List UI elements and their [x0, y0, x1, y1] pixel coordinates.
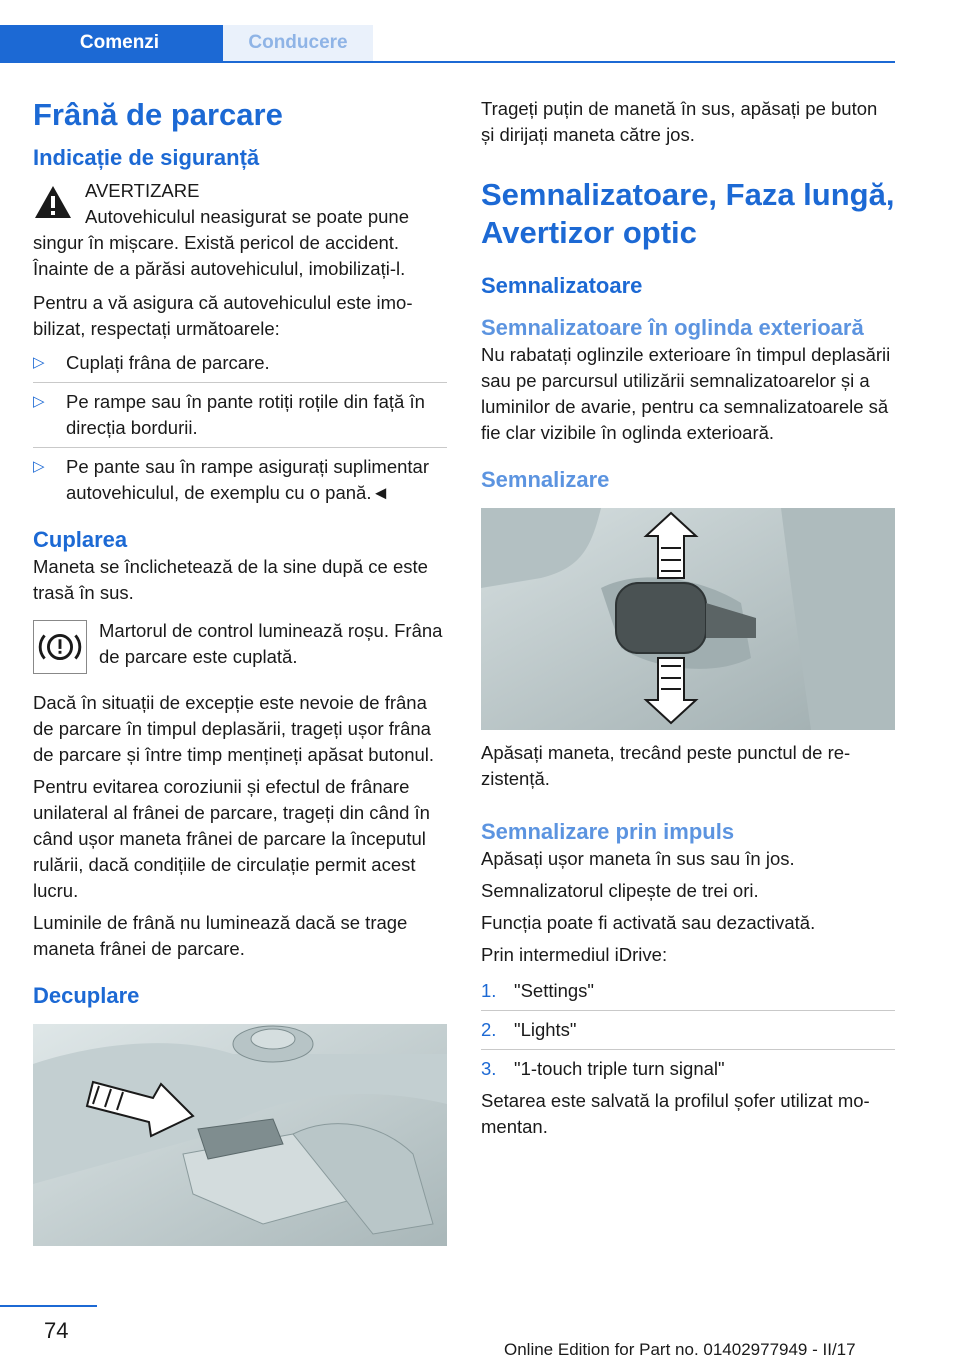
- closing-text: Setarea este salvată la profilul șofer utilizat momentan.: [481, 1090, 870, 1137]
- warning-text: Autovehiculul neasigurat se poate pune singur în mișcare. Există pericol de accident. Înainte de a părăsi autovehiculul, imobilizați-l.: [33, 206, 409, 279]
- idrive-steps: [481, 978, 895, 1082]
- list-item: [33, 350, 447, 376]
- impulse-text: Apăsați ușor maneta în sus sau în jos.: [481, 848, 795, 869]
- turn-signal-stalk-illustration: [481, 508, 895, 730]
- bullet-triangle-icon: ▷: [33, 393, 45, 410]
- mirror-signals-heading: Semnalizatoare în oglinda exterioară: [481, 315, 864, 340]
- list-item: [481, 1017, 895, 1043]
- bullet-triangle-icon: ▷: [33, 458, 45, 475]
- list-item: [33, 454, 447, 506]
- impulse-text: Funcția poate fi activată sau dezactivată.: [481, 912, 816, 933]
- list-divider: [33, 447, 447, 448]
- step-number: 3.: [481, 1058, 497, 1079]
- section-title-turn-signals: Semnalizatoare, Faza lungă, Avertizor optic: [481, 177, 895, 250]
- step-text: "Settings": [514, 980, 594, 1001]
- impulse-heading: Semnalizare prin impuls: [481, 819, 735, 844]
- indicator-lamp-block: [33, 618, 447, 678]
- list-divider: [33, 382, 447, 383]
- mirror-text: Nu rabatați oglinzile exterioare în timpul deplasării sau pe parcursul utilizării semnalizatoarelor și a luminilor de avarie, pentru ca semnalizatoarele să fie clar vizibile în oglinda exterioară.: [481, 344, 891, 443]
- step-text: "1-touch triple turn signal": [514, 1058, 725, 1079]
- edition-note: Online Edition for Part no. 01402977949 - II/17: [504, 1340, 856, 1359]
- step-text: "Lights": [514, 1019, 577, 1040]
- page-number: 74: [44, 1318, 69, 1343]
- safety-heading: Indicație de siguranță: [33, 145, 260, 170]
- engage-text: Maneta se înclichetează de la sine după ce este trasă în sus.: [33, 556, 428, 603]
- list-item-text: Pe pante sau în rampe asigurați suplimentar autovehiculul, de exemplu cu o pană.◄: [66, 456, 430, 503]
- list-item-text: Cuplați frâna de parcare.: [66, 352, 270, 373]
- signal-text: Apăsați maneta, trecând peste punctul de rezistență.: [481, 742, 851, 789]
- footer-rule: [0, 1305, 97, 1307]
- parking-brake-illustration: [33, 1024, 447, 1246]
- list-item: [481, 1056, 895, 1082]
- release-heading: Decuplare: [33, 983, 140, 1008]
- paragraph: Luminile de frână nu luminează dacă se trage maneta frânei de parcare.: [33, 912, 408, 959]
- list-divider: [481, 1049, 895, 1050]
- tab-comenzi[interactable]: Comenzi: [0, 25, 223, 61]
- warning-label: AVERTIZARE: [85, 180, 200, 201]
- right-column: [481, 96, 895, 1140]
- warning-triangle-icon: [33, 184, 73, 220]
- list-item-text: Pe rampe sau în pante rotiți roțile din față în direcția bordurii.: [66, 391, 425, 438]
- left-column: [33, 96, 447, 1246]
- list-item: [33, 389, 447, 441]
- tab-conducere[interactable]: Conducere: [223, 25, 373, 61]
- signal-heading: Semnalizare: [481, 467, 610, 492]
- list-divider: [481, 1010, 895, 1011]
- bullet-triangle-icon: ▷: [33, 354, 45, 371]
- engage-heading: Cuplarea: [33, 527, 128, 552]
- impulse-text: Semnalizatorul clipește de trei ori.: [481, 880, 759, 901]
- turn-signals-heading: Semnalizatoare: [481, 273, 643, 298]
- paragraph: Pentru evitarea coroziunii și efectul de frânare unilateral al frânei de parcare, trageți din când în când ușor maneta frânei de parcare la începutul rulării, dacă condițiile de circulație permit acest lucru.: [33, 776, 430, 901]
- list-item: [481, 978, 895, 1004]
- warning-block: [33, 178, 447, 282]
- chapter-tabs: [0, 25, 895, 63]
- step-number: 2.: [481, 1019, 497, 1040]
- step-number: 1.: [481, 980, 497, 1001]
- lamp-text: Martorul de control luminează roșu. Frâna de parcare este cuplată.: [99, 620, 443, 667]
- brake-warning-lamp-icon: [33, 620, 87, 674]
- paragraph: Dacă în situații de excepție este nevoie de frâna de parcare în timpul deplasării, trageți ușor frâna de parcare și între timp mențineți apăsat butonul.: [33, 692, 435, 765]
- intro-text: Pentru a vă asigura că autovehiculul este imobilizat, respectați următoarele:: [33, 292, 413, 339]
- release-text: Trageți puțin de manetă în sus, apăsați pe buton și dirijați maneta către jos.: [481, 98, 878, 145]
- precaution-list: [33, 350, 447, 506]
- section-title-parking-brake: Frână de parcare: [33, 97, 283, 132]
- impulse-text: Prin intermediul iDrive:: [481, 944, 668, 965]
